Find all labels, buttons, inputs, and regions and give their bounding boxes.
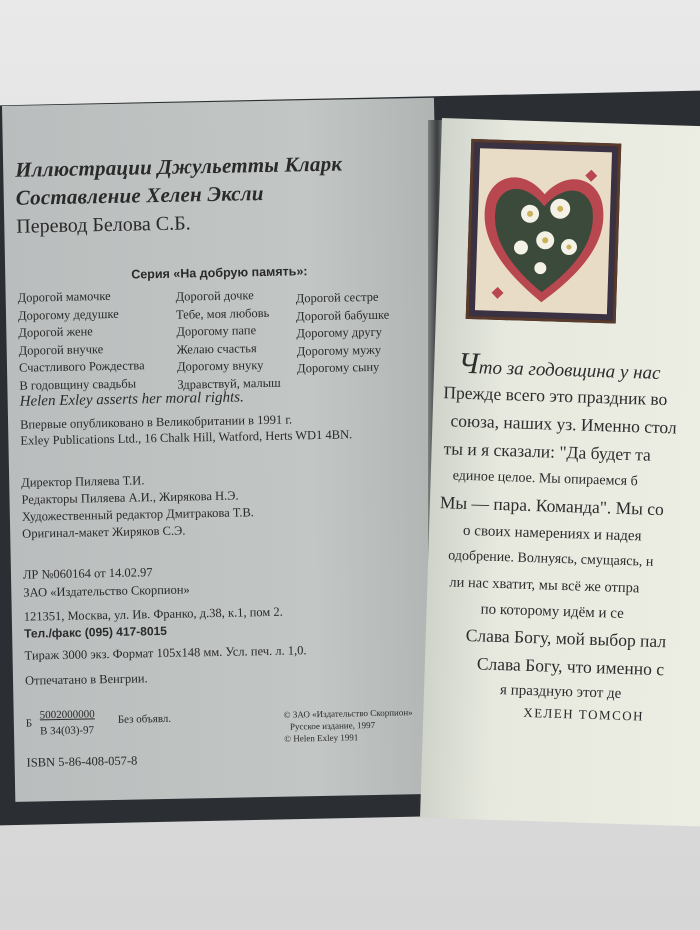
series-item: Тебе, моя любовь — [175, 305, 270, 322]
quote-author: ХЕЛЕН ТОМСОН — [523, 704, 645, 724]
printed-in: Отпечатано в Венгрии. — [24, 671, 148, 688]
quote-line: Слава Богу, что именно с — [476, 653, 665, 680]
quote-line: Мы — пара. Команда". Мы со — [439, 492, 665, 520]
quote-line: ли нас хватит, мы всё же отпра — [449, 574, 640, 597]
isbn: ISBN 5-86-408-057-8 — [26, 753, 138, 770]
staff-layout: Оригинал-макет Жиряков С.Э. — [22, 523, 186, 541]
quote-line: союза, наших уз. Именно стол — [450, 410, 678, 438]
copyright-author: © Helen Exley 1991 — [284, 732, 359, 744]
compiler-credit: Составление Хелен Эксли — [15, 180, 264, 210]
license-number: ЛР №060164 от 14.02.97 — [22, 565, 153, 582]
series-column-1 — [18, 287, 146, 395]
print-run: Тираж 3000 экз. Формат 105х148 мм. Усл. печ. л. 1,0. — [24, 643, 307, 663]
right-page — [420, 118, 700, 826]
catalog-number-bottom: В 34(03)-97 — [39, 724, 95, 738]
staff-director: Директор Пиляева Т.И. — [21, 473, 145, 490]
series-item: Дорогому внуку — [176, 358, 264, 375]
series-item: Дорогому другу — [296, 324, 383, 341]
publisher-city-address: 121351, Москва, ул. Ив. Франко, д.38, к.1, пом 2. — [23, 604, 283, 624]
series-item: Дорогой дочке — [175, 288, 254, 304]
catalog-number-top: 5002000000 — [39, 708, 95, 722]
copyright-edition: Русское издание, 1997 — [289, 719, 376, 732]
quote-line: о своих намерениях и надея — [462, 522, 642, 545]
publisher-address: Exley Publications Ltd., 16 Chalk Hill, Watford, Herts WD1 4BN. — [20, 427, 353, 448]
quote-line: единое целое. Мы опираемся б — [452, 468, 638, 490]
quote-line: я праздную этот де — [499, 682, 622, 702]
series-item: Здравствуй, малыш — [177, 375, 281, 392]
series-item: Дорогой сестре — [295, 289, 379, 306]
quote-line: Прежде всего это праздник во — [443, 382, 668, 410]
catalog-note: Без объявл. — [117, 712, 172, 726]
quote-line: по которому идём и се — [480, 601, 625, 622]
series-item: Дорогому мужу — [296, 342, 382, 359]
staff-art-editor: Художественный редактор Дмитракова Т.В. — [21, 505, 254, 524]
series-item: Дорогой внучке — [18, 341, 104, 358]
phone-fax: Тел./факс (095) 417-8015 — [23, 623, 168, 641]
series-title: Серия «На добрую память»: — [131, 264, 308, 282]
translator-credit: Перевод Белова С.Б. — [16, 212, 191, 238]
series-item: Желаю счастья — [176, 340, 257, 357]
series-item: Дорогому папе — [176, 323, 257, 339]
heart-illustration — [466, 139, 622, 324]
series-item: Дорогой мамочке — [17, 288, 111, 305]
copyright-publisher: © ЗАО «Издательство Скорпион» — [283, 707, 413, 720]
series-item: Дорогой бабушке — [295, 307, 390, 323]
publisher-name: ЗАО «Издательство Скорпион» — [23, 582, 190, 600]
staff-editors: Редакторы Пиляева А.И., Жирякова Н.Э. — [21, 488, 239, 507]
quote-line: одобрение. Волнуясь, смущаясь, н — [448, 548, 654, 570]
quote-line: Что за годовщина у нас — [457, 346, 661, 384]
series-item: Дорогому дедушке — [17, 306, 119, 323]
illustrator-credit: Иллюстрации Джульетты Кларк — [14, 151, 343, 182]
quote-dropcap: Ч — [457, 346, 480, 381]
first-published: Впервые опубликовано в Великобритании в 1991 г. — [19, 412, 293, 432]
series-item: В годовщину свадьбы — [19, 376, 137, 393]
series-item: Счастливого Рождества — [18, 358, 145, 376]
moral-rights: Helen Exley asserts her moral rights. — [19, 389, 244, 410]
series-column-3 — [296, 289, 391, 379]
left-page — [2, 98, 447, 802]
series-item: Дорогому сыну — [296, 360, 380, 376]
quote-line: ты и я сказали: "Да будет та — [443, 438, 652, 465]
heart-flower-icon — [469, 142, 618, 320]
series-column-2 — [176, 287, 281, 395]
catalog-letter: Б — [25, 717, 33, 730]
quote-line: Слава Богу, мой выбор пал — [465, 625, 667, 652]
series-item: Дорогой жене — [18, 324, 93, 340]
